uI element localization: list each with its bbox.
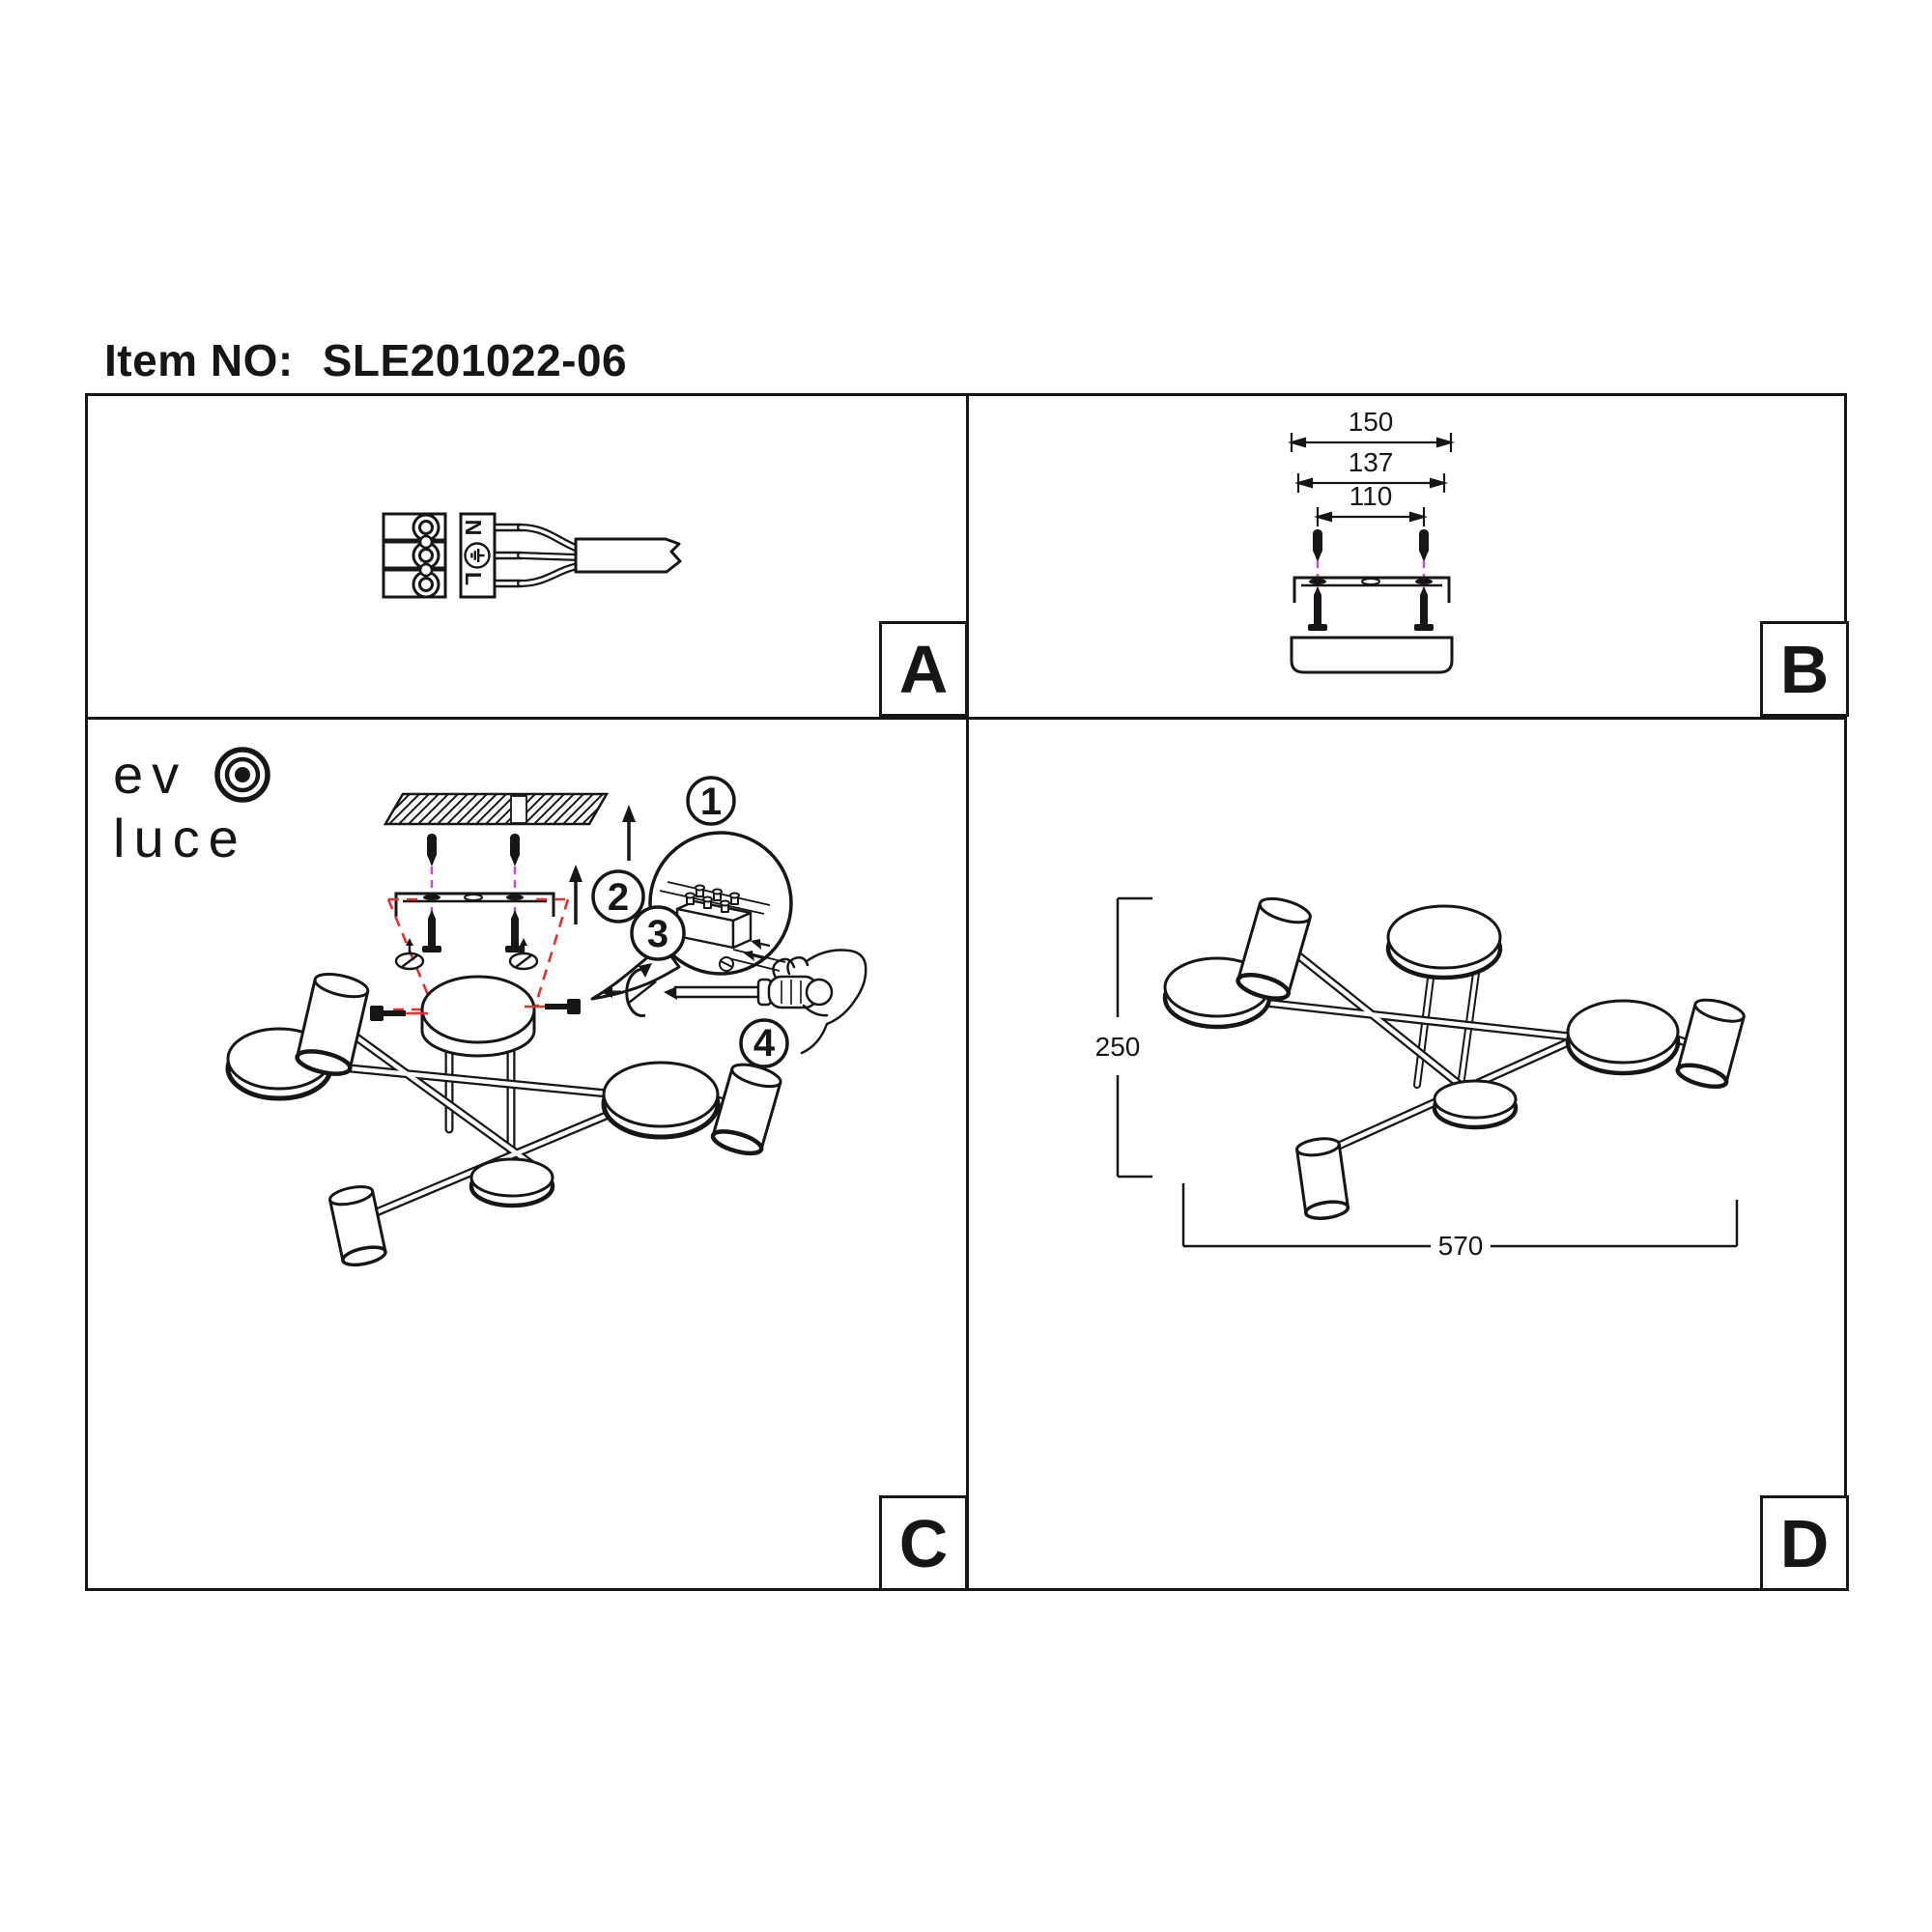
panel-c-label-box [879,1495,968,1591]
step-2-number: 2 [607,876,630,919]
cylinder-shade-right [1675,996,1746,1091]
detail-screw [720,957,733,971]
brand-logo [113,744,268,868]
step-4-number: 4 [753,1022,776,1065]
terminal-label-plate [461,514,495,597]
step-1-badge [688,778,734,824]
cable-sheath [576,539,680,572]
dimension-110 [1318,481,1424,526]
terminal-l-label: L [461,571,486,586]
dim-150-text: 150 [1348,407,1394,437]
panel-b-drawing [969,396,1844,714]
connector-pins [495,525,521,586]
canopy-screws [1308,586,1434,631]
step-3-badge [632,907,684,959]
canopy-screws [422,910,525,952]
disc-shade-right [604,1063,718,1137]
item-number-value: SLE201022-06 [322,335,628,385]
bullseye-icon [217,750,268,800]
dim-width-text: 570 [1437,1231,1484,1261]
panel-b-letter: B [1779,631,1830,707]
step-3-number: 3 [646,913,669,955]
step-2-badge [593,871,643,922]
cylinder-shade-bottom-left [1296,1136,1350,1220]
mounting-bracket [396,894,554,917]
item-number-label: Item NO: [104,335,294,385]
panel-c-drawing [88,720,963,1588]
disc-shade-bottom [471,1159,553,1206]
dim-137-text: 137 [1348,447,1394,477]
dimension-width [1183,1183,1737,1261]
cylinder-shade-upper-left [1236,895,1313,1004]
panel-c-letter: C [898,1505,949,1581]
ceiling-surface [385,794,607,824]
detail-terminal-block [677,886,751,949]
brand-word-bottom: luce [113,808,247,868]
disc-shade-right [1568,1001,1678,1073]
disc-shade-bottom [1435,1081,1516,1127]
wires [521,527,578,583]
screwdriver [664,977,832,1008]
panel-a-label-box [879,621,968,717]
dimension-height [1095,898,1152,1177]
lift-arrow-step1 [622,805,636,861]
ceiling-canopy [1292,638,1452,672]
panel-a-letter: A [898,631,949,707]
dim-110-text: 110 [1349,481,1393,511]
terminal-n-label: N [461,519,486,536]
lift-arrow-step2 [569,865,582,924]
panel-d-label-box [1760,1495,1849,1591]
cylinder-shade-upper-left [295,970,370,1078]
cylinder-shade-bottom-left [328,1183,387,1268]
wall-anchors [427,834,520,867]
panel-b-label-box [1760,621,1849,717]
ceiling-canopy [1388,906,1500,978]
step-1-number: 1 [699,781,723,823]
panel-d-drawing [969,720,1844,1588]
ceiling-canopy [422,977,534,1056]
cylinder-shade-right [711,1061,783,1158]
brand-word-top: ev [113,744,188,805]
dim-height-text: 250 [1094,1032,1141,1062]
alignment-guides [432,867,515,917]
wall-anchors [1313,529,1429,562]
panel-a-drawing [88,396,963,714]
dimension-150 [1292,407,1451,452]
panel-d-letter: D [1779,1505,1830,1581]
step-4-badge [741,1020,787,1066]
item-number-title [104,334,627,386]
terminal-block [384,514,445,597]
